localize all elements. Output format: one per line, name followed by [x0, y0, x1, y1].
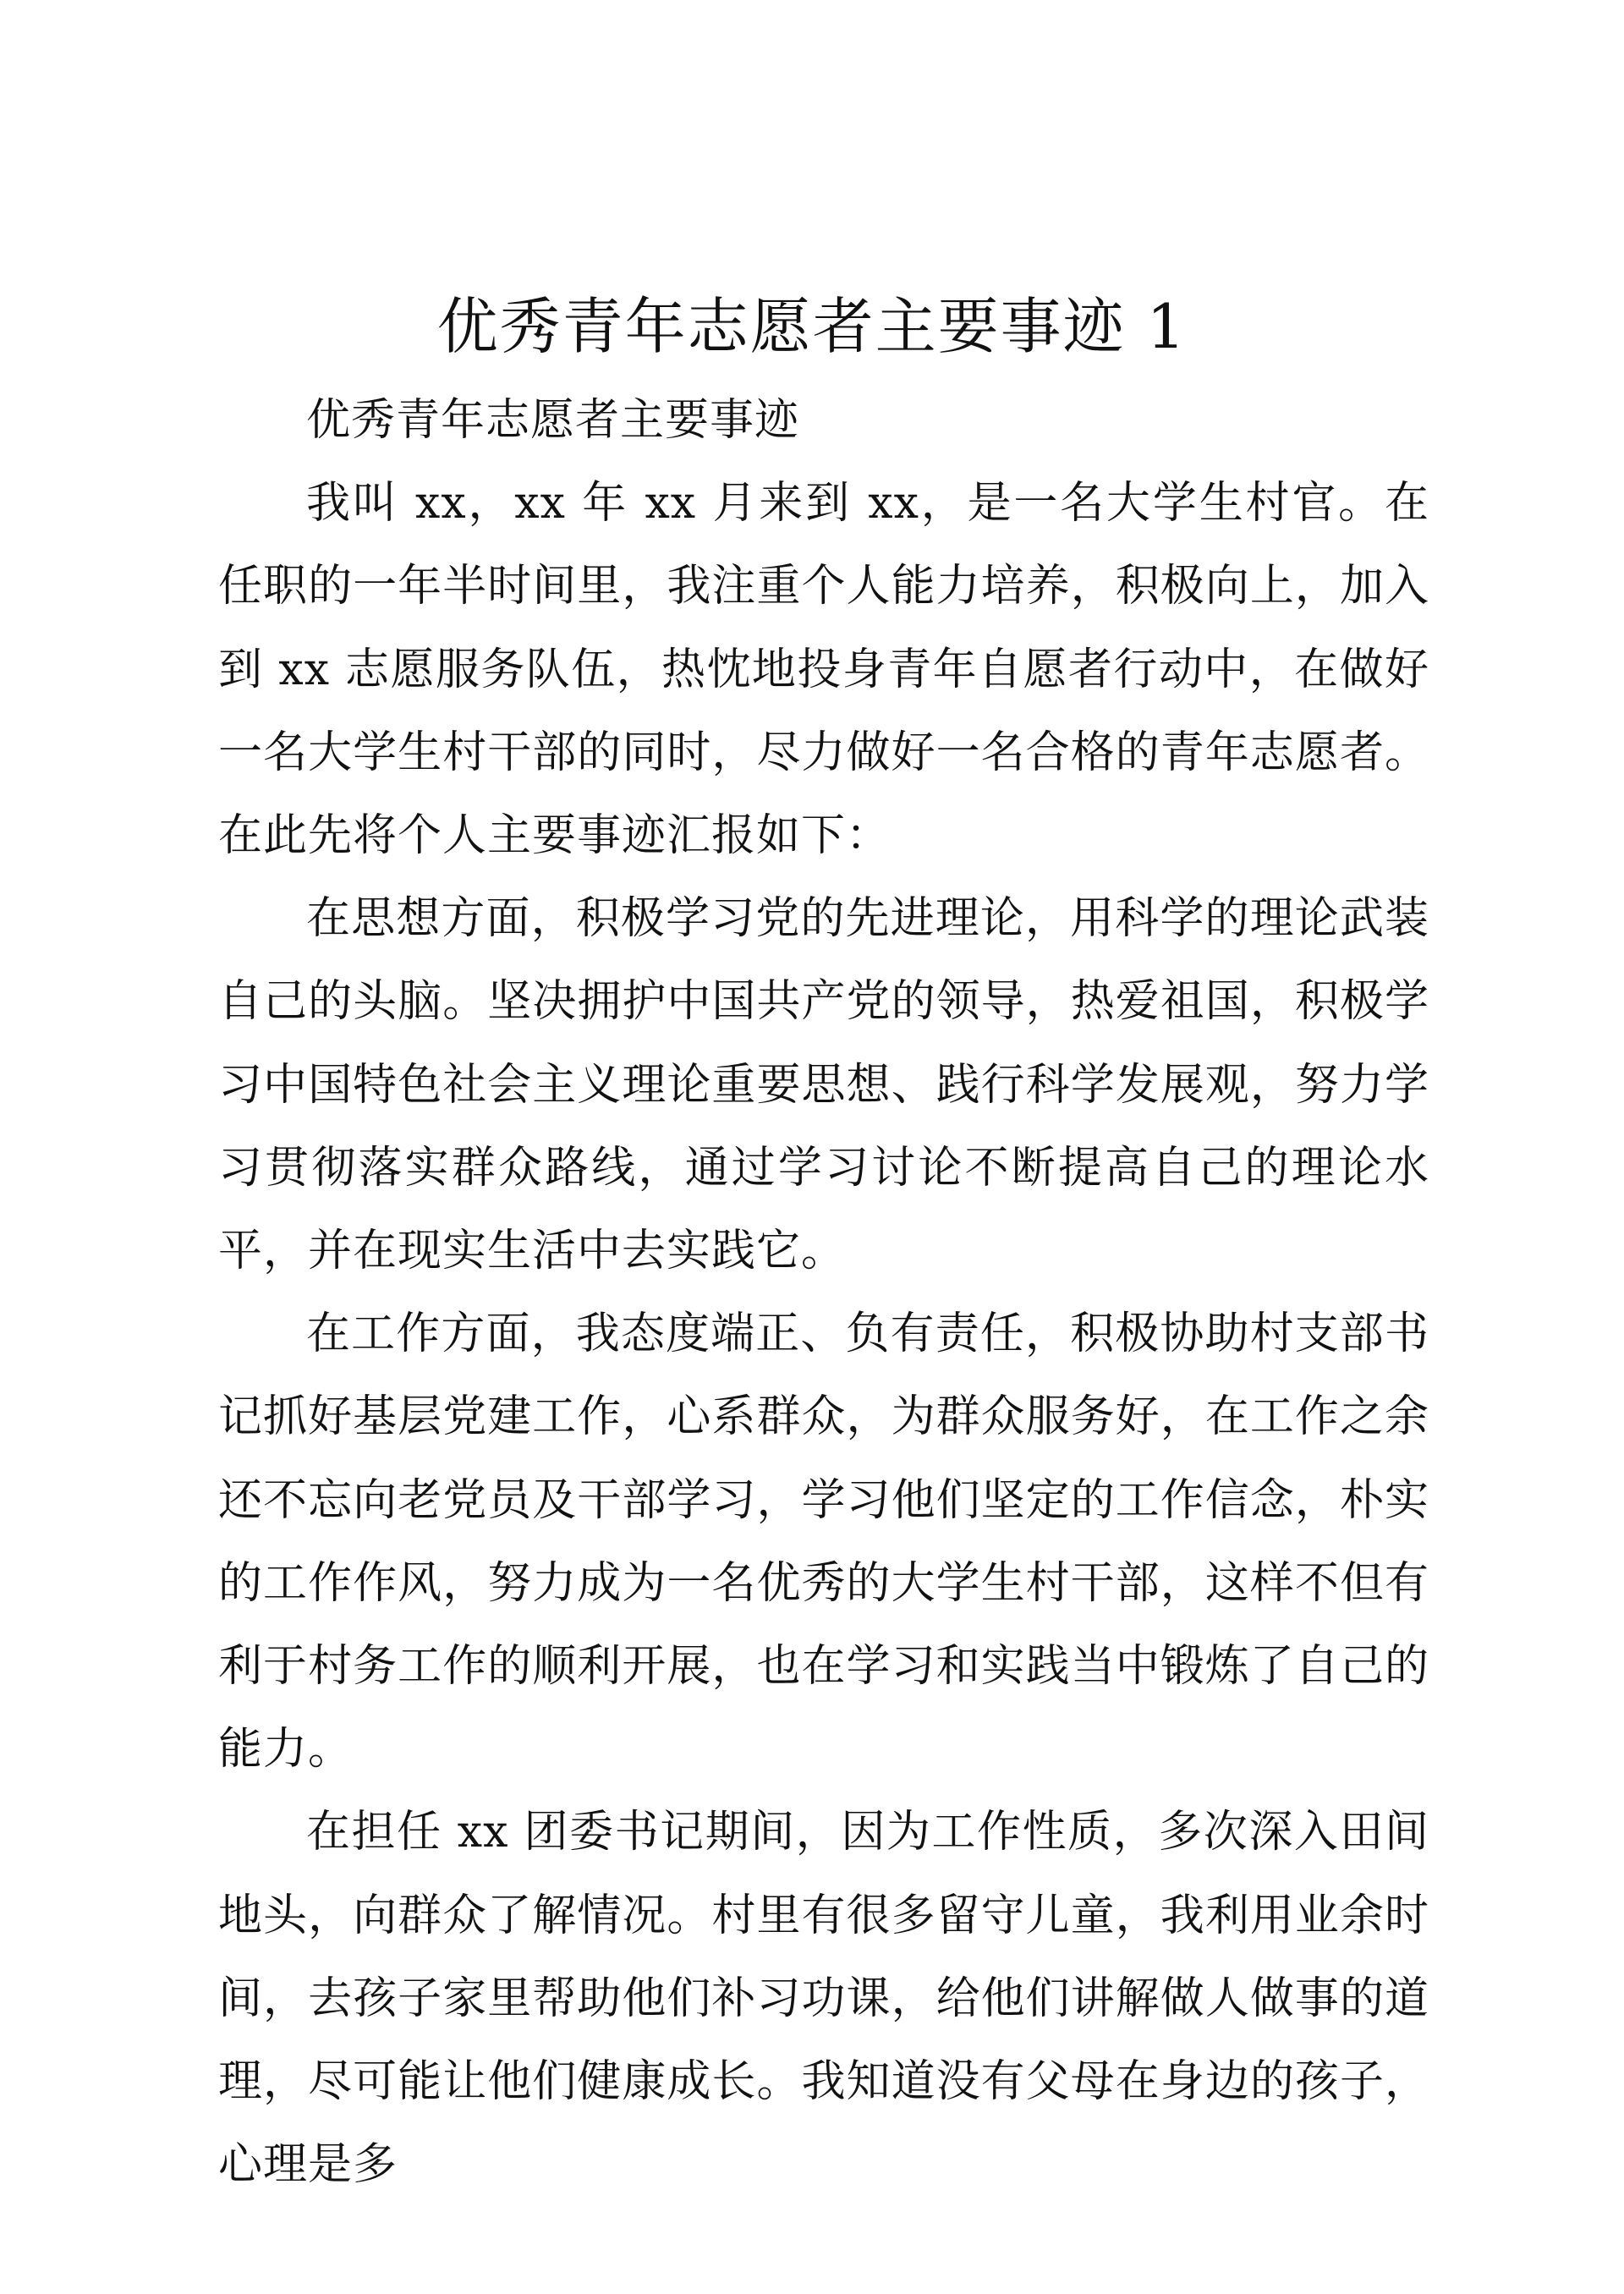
paragraph-work: 在工作方面，我态度端正、负有责任，积极协助村支部书记抓好基层党建工作，心系群众，为群众服务好，在工作之余还不忘向老党员及干部学习，学习他们坚定的工作信念，朴实的工作作风，努力成为一名优秀的大学生村干部，这样不但有利于村务工作的顺利开展，也在学习和实践当中锻炼了自己的能力。 [218, 1309, 1429, 1775]
document-body [218, 379, 1429, 2206]
paragraph-thought: 在思想方面，积极学习党的先进理论，用科学的理论武装自己的头脑。坚决拥护中国共产党的领导，热爱祖国，积极学习中国特色社会主义理论重要思想、践行科学发展观，努力学习贯彻落实群众路线，通过学习讨论不断提高自己的理论水平，并在现实生活中去实践它。 [218, 893, 1429, 1277]
document-subtitle: 优秀青年志愿者主要事迹 [306, 395, 800, 446]
paragraph-youth-league: 在担任 xx 团委书记期间，因为工作性质，多次深入田间地头，向群众了解情况。村里有很多留守儿童，我利用业余时间，去孩子家里帮助他们补习功课，给他们讲解做人做事的道理，尽可能让他们健康成长。我知道没有父母在身边的孩子，心理是多 [218, 1807, 1429, 2191]
paragraph-intro: 我叫 xx，xx 年 xx 月来到 xx，是一名大学生村官。在任职的一年半时间里，我注重个人能力培养，积极向上，加入到 xx 志愿服务队伍，热忱地投身青年自愿者行动中，在做好一名大学生村干部的同时，尽力做好一名合格的青年志愿者。在此先将个人主要事迹汇报如下： [218, 478, 1429, 862]
document-title: 优秀青年志愿者主要事迹 1 [436, 291, 1188, 362]
